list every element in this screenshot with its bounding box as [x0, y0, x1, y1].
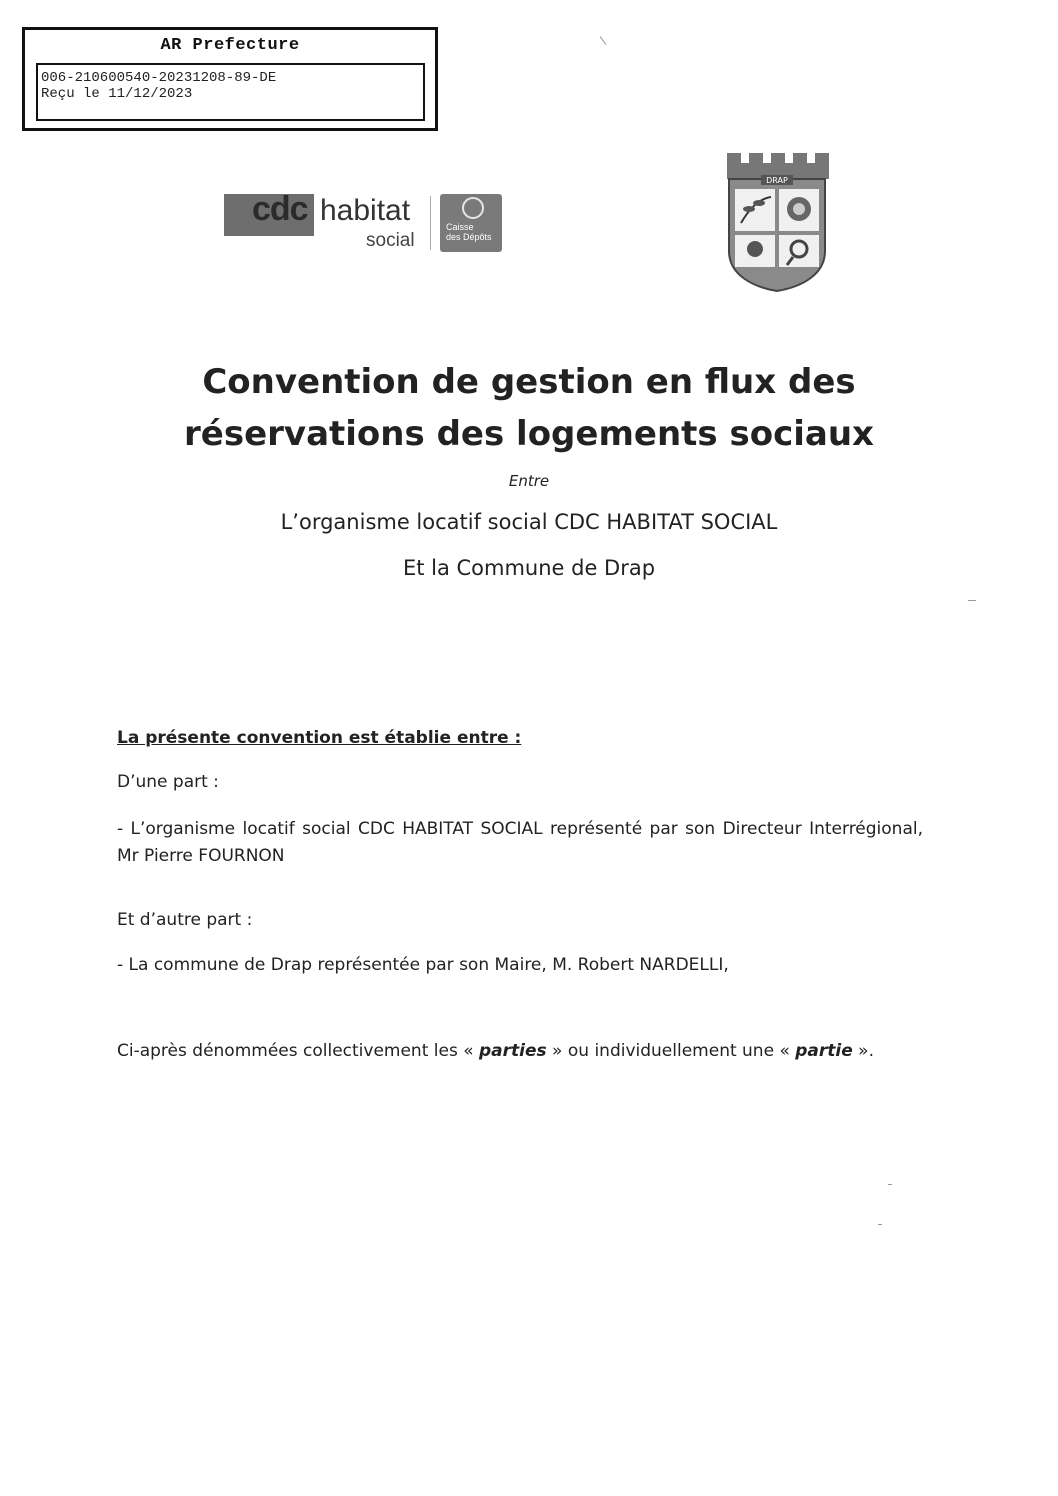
cdp-line1: Caisse: [446, 222, 474, 232]
scan-mark: [888, 1184, 892, 1185]
habitat-logo-text: habitat: [320, 194, 411, 227]
scan-mark: [600, 36, 607, 45]
d-une-part-label: D’une part :: [117, 772, 219, 792]
party-two-line: Et la Commune de Drap: [402, 556, 656, 580]
cdp-line2: des Dépôts: [446, 232, 492, 242]
definition-suffix: ».: [852, 1041, 874, 1061]
stamp-received-date: Reçu le 11/12/2023: [41, 86, 193, 102]
title-line-1: Convention de gestion en flux des: [202, 362, 856, 402]
document-title: [0, 356, 1058, 460]
cdc-logo-text: cdc: [252, 190, 308, 228]
definition-sentence: [117, 1041, 874, 1061]
scan-mark: [878, 1224, 882, 1225]
drap-crest-icon: [721, 153, 833, 293]
party-one-line: L’organisme locatif social CDC HABITAT SOCIAL: [280, 510, 778, 534]
section-heading: La présente convention est établie entre :: [117, 728, 522, 748]
stamp-title: AR Prefecture: [160, 36, 300, 55]
definition-prefix: Ci-après dénommées collectivement les «: [117, 1041, 480, 1061]
stamp-reference: 006-210600540-20231208-89-DE: [41, 70, 277, 86]
et-d-autre-part-label: Et d’autre part :: [117, 910, 253, 930]
crest-label: DRAP: [766, 176, 788, 185]
partie-term: partie: [795, 1041, 853, 1061]
cdp-seal-icon: [462, 197, 484, 219]
cdc-habitat-logo: [224, 190, 514, 254]
entre-label: Entre: [508, 472, 550, 490]
logo-separator: [430, 196, 431, 250]
party-two-detail: - La commune de Drap représentée par son Maire, M. Robert NARDELLI,: [117, 955, 729, 975]
parties-term: parties: [479, 1041, 547, 1061]
definition-middle: » ou individuellement une «: [546, 1041, 796, 1061]
stamp-details: [36, 63, 425, 121]
prefecture-stamp: [22, 27, 438, 131]
scan-mark: [968, 600, 976, 601]
party-one-detail: - L’organisme locatif social CDC HABITAT SOCIAL représenté par son Directeur Interrégional, Mr Pierre FOURNON: [117, 819, 923, 866]
social-logo-text: social: [366, 230, 415, 251]
caisse-des-depots-logo: [440, 194, 502, 252]
title-line-2: réservations des logements sociaux: [184, 414, 874, 454]
